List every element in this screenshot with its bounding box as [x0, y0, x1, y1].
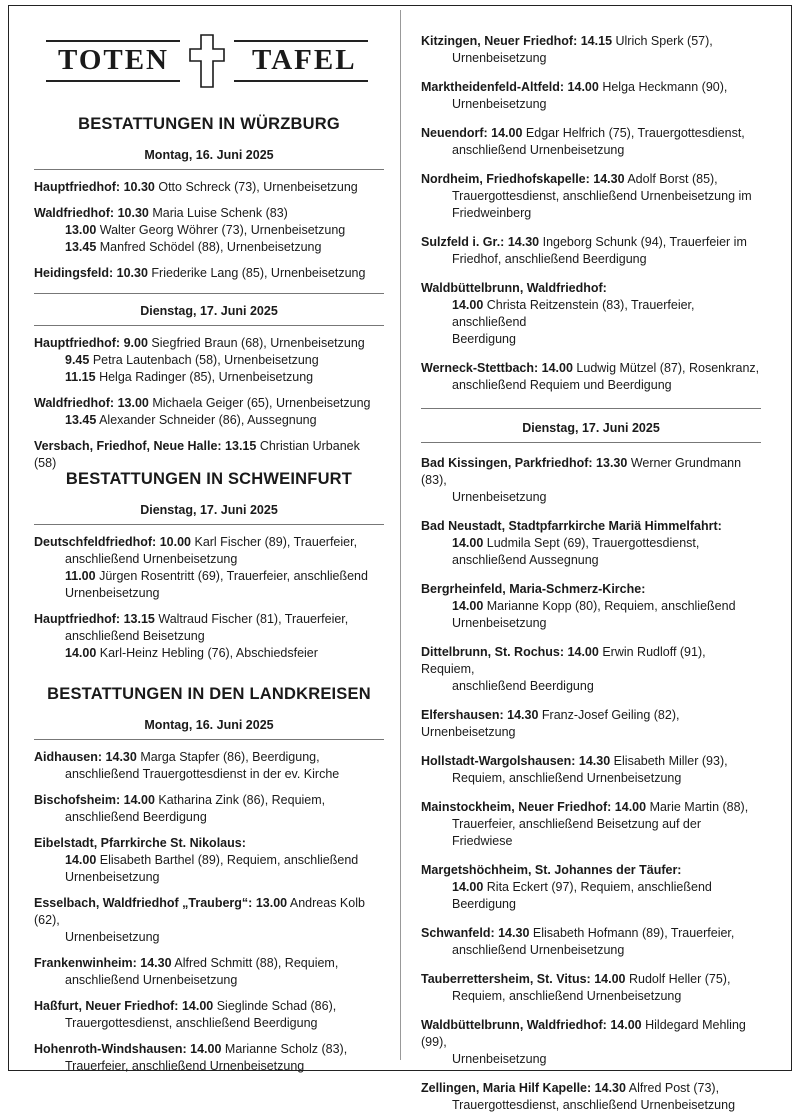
list-item: Waldfriedhof: 10.30 Maria Luise Schenk (83) 13.00 Walter Georg Wöhrer (73), Urnenbeisetzung 13.45 Manfred Schödel (88), Urnenbeisetzung: [34, 206, 346, 254]
list-item: Sulzfeld i. Gr.: 14.30 Ingeborg Schunk (94), Trauerfeier im Friedhof, anschließend Beerdigung: [421, 235, 747, 266]
list-item: Waldfriedhof: 13.00 Michaela Geiger (65), Urnenbeisetzung 13.45 Alexander Schneider (86), Aussegnung: [34, 396, 371, 427]
date-heading: Dienstag, 17. Juni 2025: [34, 293, 384, 326]
wuerzburg-section: [34, 115, 384, 472]
list-item: Aidhausen: 14.30 Marga Stapfer (86), Beerdigung, anschließend Trauergottesdienst in der ev. Kirche: [34, 750, 340, 781]
masthead-word-right: TAFEL: [252, 44, 357, 76]
list-item: Nordheim, Friedhofskapelle: 14.30 Adolf Borst (85), Trauergottesdienst, anschließend Urnenbeisetzung im Friedweinberg: [421, 172, 752, 220]
list-item: Mainstockheim, Neuer Friedhof: 14.00 Marie Martin (88), Trauerfeier, anschließend Beisetzung auf der Friedwiese: [421, 800, 749, 848]
section-title: BESTATTUNGEN IN DEN LANDKREISEN: [47, 685, 371, 703]
list-item: Schwanfeld: 14.30 Elisabeth Hofmann (89), Trauerfeier, anschließend Urnenbeisetzung: [421, 926, 735, 957]
list-item: Hauptfriedhof: 9.00 Siegfried Braun (68), Urnenbeisetzung 9.45 Petra Lautenbach (58), Urnenbeisetzung 11.15 Helga Radinger (85), Urnenbeisetzung: [34, 336, 365, 384]
list-item: Waldbüttelbrunn, Waldfriedhof: 14.00 Christa Reitzenstein (83), Trauerfeier, anschließend Beerdigung: [421, 281, 695, 346]
masthead-word-left: TOTEN: [58, 44, 170, 76]
date-heading: Dienstag, 17. Juni 2025: [34, 503, 384, 525]
list-item: Hauptfriedhof: 13.15 Waltraud Fischer (81), Trauerfeier, anschließend Beisetzung 14.00 Karl-Heinz Hebling (76), Abschiedsfeier: [34, 612, 349, 660]
list-item: Bischofsheim: 14.00 Katharina Zink (86), Requiem, anschließend Beerdigung: [34, 793, 326, 824]
list-item: Haßfurt, Neuer Friedhof: 14.00 Sieglinde Schad (86), Trauergottesdienst, anschließend Beerdigung: [34, 999, 337, 1030]
list-item: Bad Kissingen, Parkfriedhof: 13.30 Werner Grundmann (83), Urnenbeisetzung: [421, 456, 742, 504]
list-item: Bergrheinfeld, Maria-Schmerz-Kirche: 14.00 Marianne Kopp (80), Requiem, anschließend Urnenbeisetzung: [421, 582, 736, 630]
list-item: Kitzingen, Neuer Friedhof: 14.15 Ulrich Sperk (57), Urnenbeisetzung: [421, 34, 713, 65]
section-title: BESTATTUNGEN IN WÜRZBURG: [78, 115, 340, 133]
date-heading: Dienstag, 17. Juni 2025: [421, 408, 761, 443]
list-item: Tauberrettersheim, St. Vitus: 14.00 Rudolf Heller (75), Requiem, anschließend Urnenbeisetzung: [421, 972, 731, 1003]
masthead-rule: [46, 80, 180, 82]
list-item: Eibelstadt, Pfarrkirche St. Nikolaus: 14.00 Elisabeth Barthel (89), Requiem, anschließend Urnenbeisetzung: [34, 836, 359, 884]
masthead: [46, 30, 366, 98]
column-divider: [400, 10, 401, 1060]
list-item: Bad Neustadt, Stadtpfarrkirche Mariä Himmelfahrt: 14.00 Ludmila Sept (69), Trauergottesdienst, anschließend Aussegnung: [421, 519, 722, 567]
cross-icon: [188, 33, 226, 89]
masthead-rule: [46, 40, 180, 42]
list-item: Frankenwinheim: 14.30 Alfred Schmitt (88), Requiem, anschließend Urnenbeisetzung: [34, 956, 339, 987]
list-item: Margetshöchheim, St. Johannes der Täufer: 14.00 Rita Eckert (97), Requiem, anschließend Beerdigung: [421, 863, 712, 911]
schweinfurt-section: [34, 470, 384, 662]
list-item: Marktheidenfeld-Altfeld: 14.00 Helga Heckmann (90), Urnenbeisetzung: [421, 80, 728, 111]
list-item: Hauptfriedhof: 10.30 Otto Schreck (73), Urnenbeisetzung: [34, 180, 358, 194]
masthead-rule: [234, 40, 368, 42]
list-item: Waldbüttelbrunn, Waldfriedhof: 14.00 Hildegard Mehling (99), Urnenbeisetzung: [421, 1018, 746, 1066]
date-heading: Montag, 16. Juni 2025: [34, 718, 384, 740]
list-item: Hohenroth-Windshausen: 14.00 Marianne Scholz (83), Trauerfeier, anschließend Urnenbeisetzung: [34, 1042, 348, 1073]
list-item: Neuendorf: 14.00 Edgar Helfrich (75), Trauergottesdienst, anschließend Urnenbeisetzung: [421, 126, 745, 157]
list-item: Deutschfeldfriedhof: 10.00 Karl Fischer (89), Trauerfeier, anschließend Urnenbeisetzung 11.00 Jürgen Rosentritt (69), Trauerfeier, anschließend Urnenbeisetzung: [34, 535, 368, 600]
list-item: Versbach, Friedhof, Neue Halle: 13.15 Christian Urbanek (58): [34, 439, 360, 470]
section-title: BESTATTUNGEN IN SCHWEINFURT: [65, 470, 353, 488]
date-heading: Montag, 16. Juni 2025: [34, 148, 384, 170]
list-item: Heidingsfeld: 10.30 Friederike Lang (85), Urnenbeisetzung: [34, 266, 366, 280]
list-item: Elfershausen: 14.30 Franz-Josef Geiling (82), Urnenbeisetzung: [421, 708, 680, 739]
landkreise-section: [34, 685, 384, 1075]
list-item: Zellingen, Maria Hilf Kapelle: 14.30 Alfred Post (73), Trauergottesdienst, anschließend Urnenbeisetzung: [421, 1081, 736, 1112]
list-item: Esselbach, Waldfriedhof „Trauberg“: 13.00 Andreas Kolb (62), Urnenbeisetzung: [34, 896, 365, 944]
list-item: Werneck-Stettbach: 14.00 Ludwig Mützel (87), Rosenkranz, anschließend Requiem und Beerdigung: [421, 361, 760, 392]
list-item: Dittelbrunn, St. Rochus: 14.00 Erwin Rudloff (91), Requiem, anschließend Beerdigung: [421, 645, 706, 693]
masthead-rule: [234, 80, 368, 82]
list-item: Hollstadt-Wargolshausen: 14.30 Elisabeth Miller (93), Requiem, anschließend Urnenbeisetzung: [421, 754, 728, 785]
right-column: [421, 24, 761, 1114]
